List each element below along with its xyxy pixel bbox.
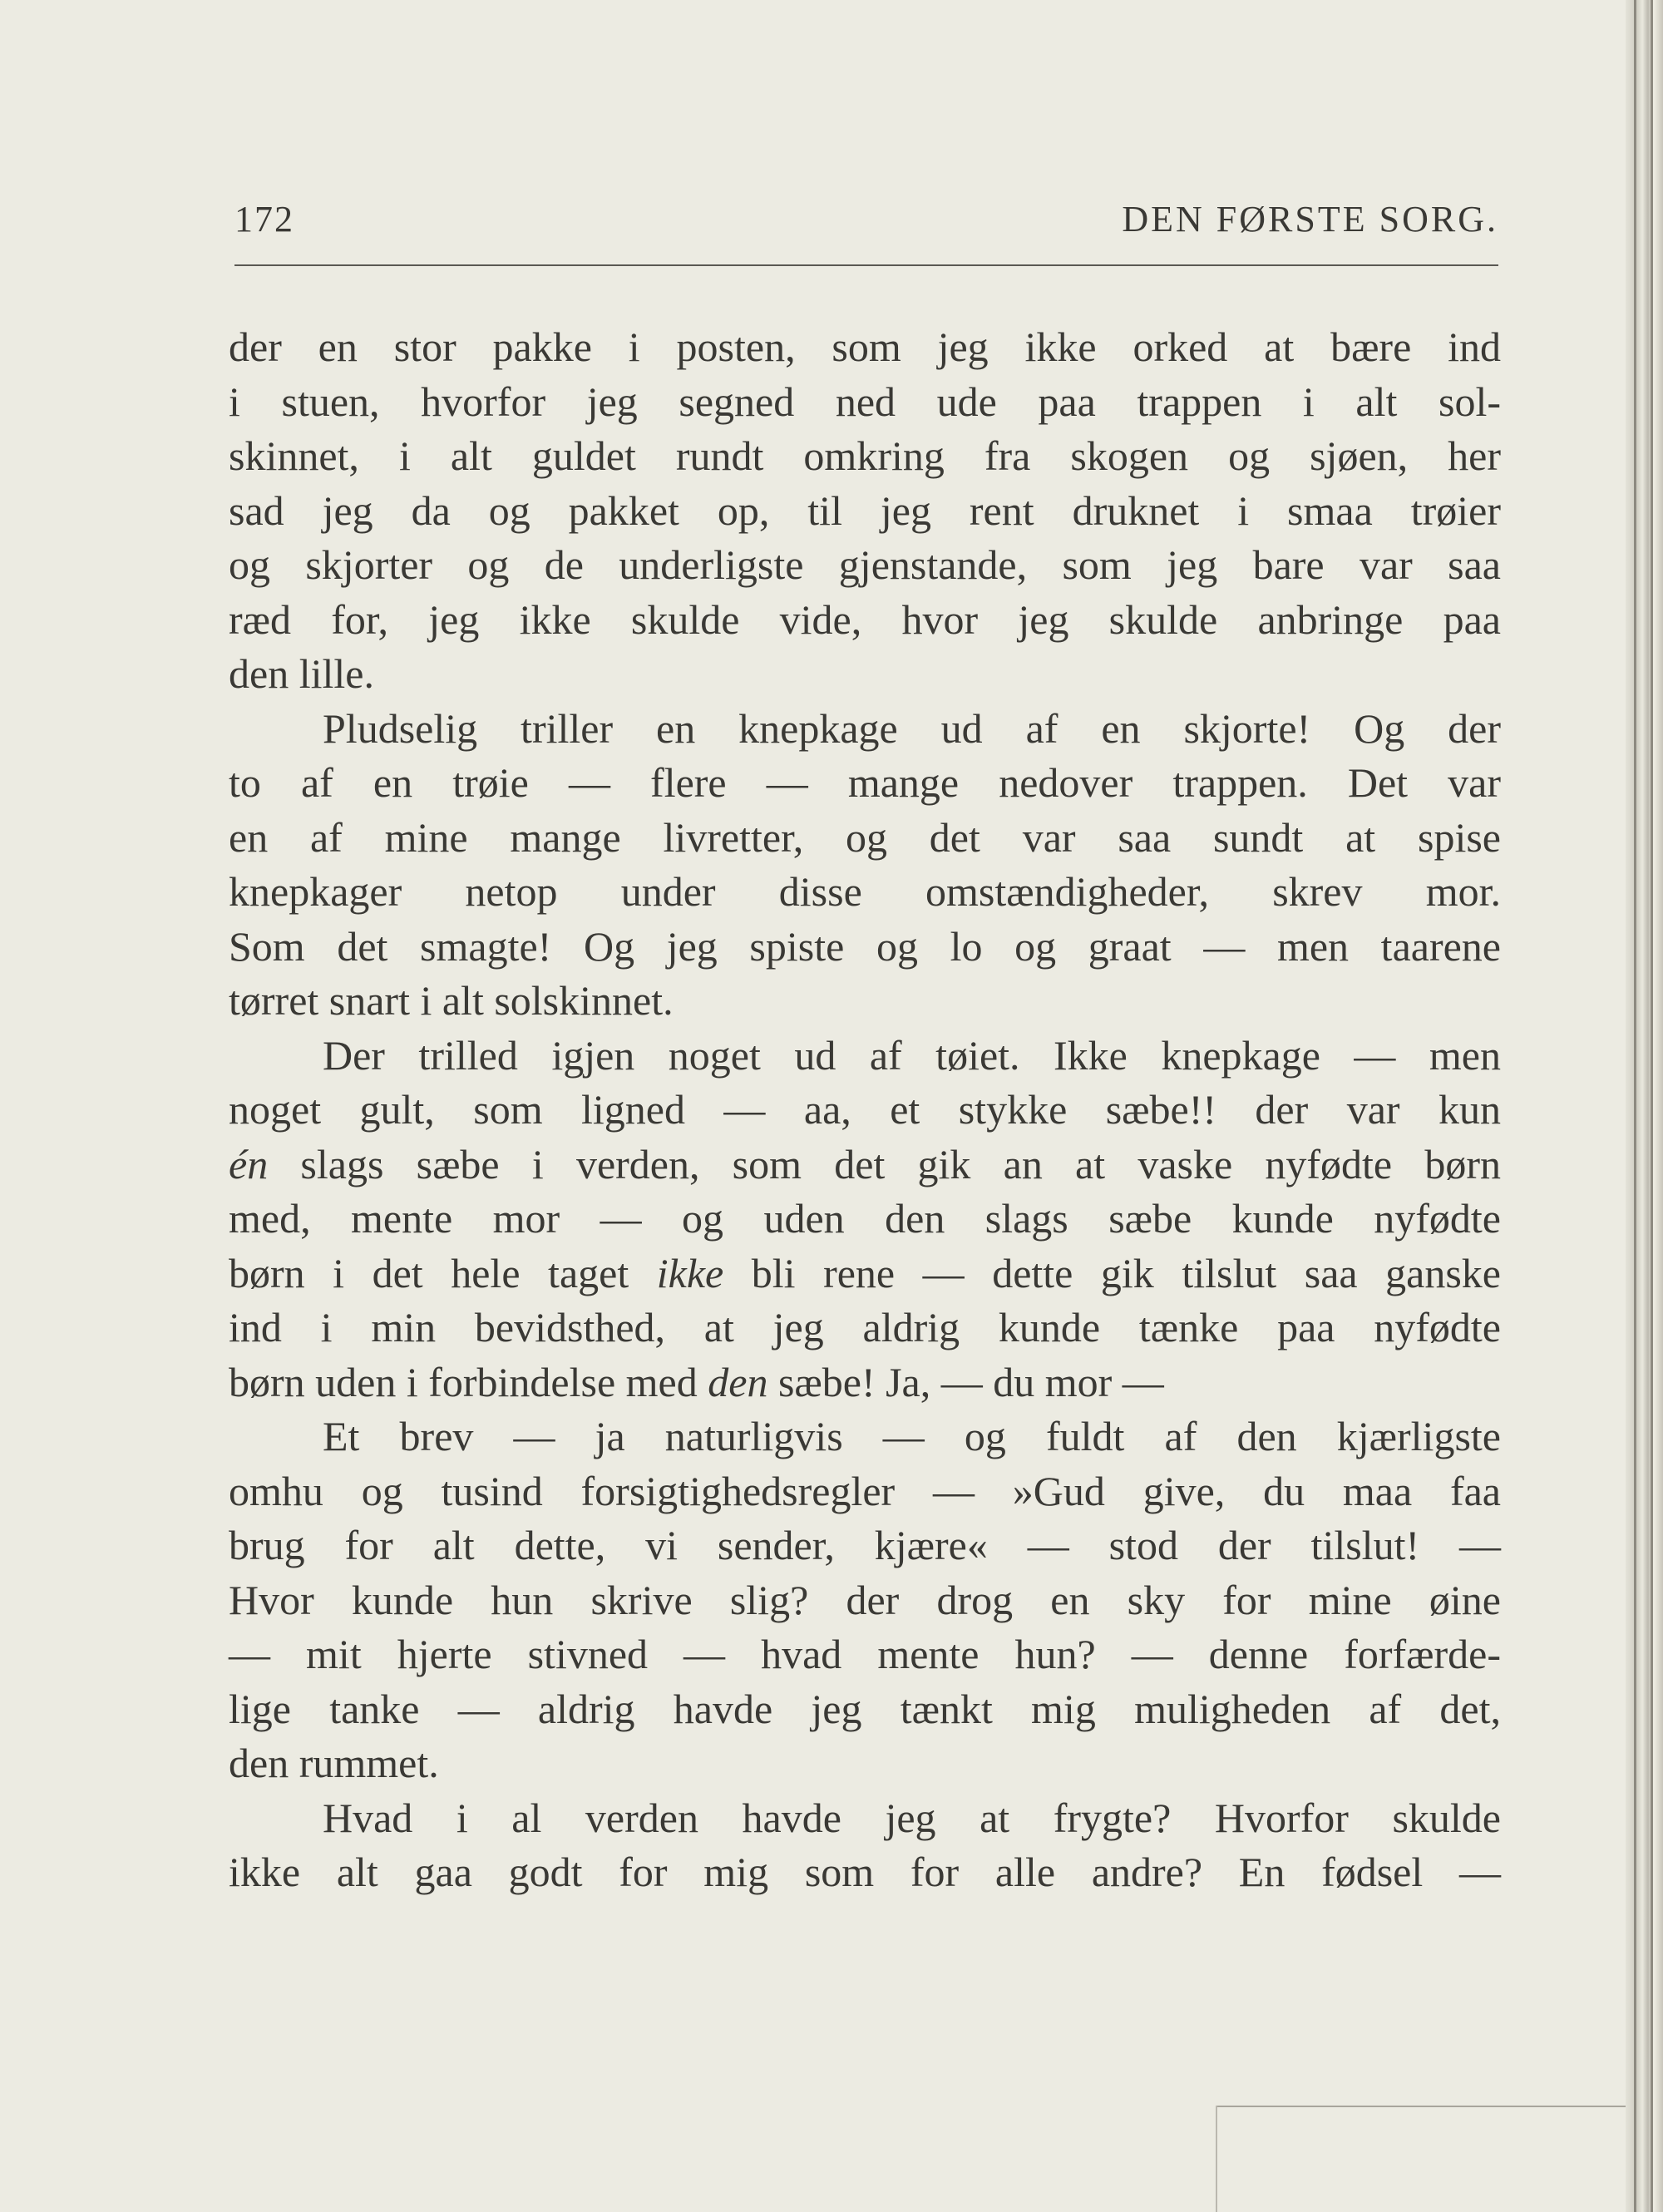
page-edge-line	[1216, 2106, 1217, 2212]
emphasis: den	[708, 1358, 768, 1405]
text-line: én slags sæbe i verden, som det gik an at vaske nyfødte børn	[229, 1140, 1501, 1187]
text-line: Et brev — ja naturligvis — og fuldt af den kjærligste	[323, 1413, 1501, 1459]
text-line: tørret snart i alt solskinnet.	[229, 977, 674, 1024]
emphasis: ikke	[656, 1249, 724, 1296]
spine-edge	[1634, 0, 1636, 2212]
text-line: den lille.	[229, 650, 374, 697]
text-line: børn uden i forbindelse med den sæbe! Ja, — du mor —	[229, 1358, 1164, 1405]
body-text	[229, 320, 1501, 1900]
text-line: sad jeg da og pakket op, til jeg rent druknet i smaa trøier	[229, 486, 1501, 534]
text-line: brug for alt dette, vi sender, kjære« — stod der tilslut! —	[229, 1522, 1501, 1568]
text-line: den rummet.	[229, 1740, 439, 1786]
text-line: Hvor kunde hun skrive slig? der drog en sky for mine øine	[229, 1576, 1501, 1623]
spine-edge	[1651, 0, 1653, 2212]
book-spine	[1626, 0, 1663, 2212]
emphasis: én	[229, 1140, 269, 1187]
text-line: børn i det hele taget ikke bli rene — dette gik tilslut saa ganske	[229, 1249, 1502, 1296]
page-header	[234, 198, 1498, 256]
text-line: — mit hjerte stivned — hvad mente hun? — denne forfærde-	[229, 1631, 1501, 1677]
text-line: Pludselig triller en knepkage ud af en skjorte! Og der	[323, 704, 1501, 752]
text-line: lige tanke — aldrig havde jeg tænkt mig muligheden af det,	[229, 1685, 1501, 1732]
text-line: en af mine mange livretter, og det var saa sundt at spise	[229, 813, 1501, 861]
text-line: i stuen, hvorfor jeg segned ned ude paa trappen i alt sol-	[229, 378, 1501, 425]
text-line: omhu og tusind forsigtighedsregler — »Gud give, du maa faa	[229, 1467, 1501, 1514]
text-line: to af en trøie — flere — mange nedover trappen. Det var	[229, 759, 1501, 806]
text-line: Der trilled igjen noget ud af tøiet. Ikke knepkage — men	[323, 1031, 1501, 1079]
header-rule	[234, 264, 1498, 266]
text-line: der en stor pakke i posten, som jeg ikke orked at bære ind	[229, 323, 1501, 370]
text-line: ind i min bevidsthed, at jeg aldrig kunde tænke paa nyfødte	[229, 1304, 1501, 1350]
text-line: Som det smagte! Og jeg spiste og lo og graat — men taarene	[229, 922, 1501, 970]
text-line: Hvad i al verden havde jeg at frygte? Hvorfor skulde	[323, 1794, 1501, 1841]
text-line: med, mente mor — og uden den slags sæbe kunde nyfødte	[229, 1195, 1501, 1242]
page-number: 172	[234, 199, 294, 239]
text-line: og skjorter og de underligste gjenstande, som jeg bare var saa	[229, 541, 1501, 588]
text-line: noget gult, som ligned — aa, et stykke sæbe!! der var kun	[229, 1086, 1501, 1133]
text-line: knepkager netop under disse omstændigheder, skrev mor.	[229, 868, 1501, 915]
text-line: ræd for, jeg ikke skulde vide, hvor jeg skulde anbringe paa	[229, 595, 1501, 643]
text-line: ikke alt gaa godt for mig som for alle andre? En fødsel —	[229, 1849, 1501, 1895]
running-title: DEN FØRSTE SORG.	[1122, 199, 1498, 239]
page-edge-line	[1216, 2106, 1626, 2107]
text-line: skinnet, i alt guldet rundt omkring fra skogen og sjøen, her	[229, 432, 1501, 479]
